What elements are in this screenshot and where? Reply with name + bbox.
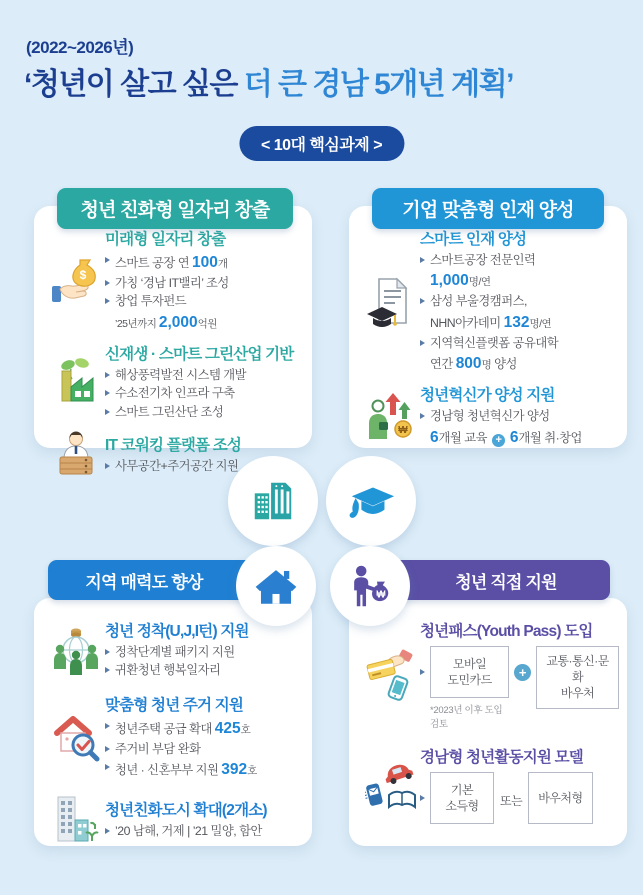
text-segment: 2,000: [158, 313, 198, 331]
svg-text:₩: ₩: [398, 424, 408, 436]
main-title: [24, 59, 634, 103]
bullet-arrow-icon: [420, 257, 425, 263]
text-segment: 명/연: [468, 276, 491, 289]
option-box-line: 바우처형: [538, 790, 583, 805]
hub-person-money-icon: [330, 546, 410, 626]
bullet-item: [105, 404, 304, 421]
bullet-item: [420, 252, 619, 269]
card-section: [47, 227, 304, 335]
bullet-item: [105, 275, 304, 292]
section-title: 스마트 인재 양성: [420, 231, 527, 248]
card-talent-training: [349, 206, 627, 448]
bullet-arrow-icon: [105, 390, 110, 396]
text-segment: 양성: [491, 357, 517, 372]
bullet-item: [420, 335, 619, 352]
activity-icon: [362, 759, 420, 811]
text-segment: 사무공간+주거공간 지원: [115, 458, 239, 473]
text-segment: 개월 취·창업: [518, 430, 582, 445]
section-title: 청년패스(Youth Pass) 도입: [420, 623, 593, 640]
text-segment: 연간: [430, 357, 456, 372]
hub-building-icon: [228, 456, 318, 546]
text-segment: 가칭 ‘경남 IT밸리’ 조성: [115, 276, 229, 290]
bullet-item: [105, 662, 304, 679]
text-segment: 132: [503, 313, 530, 331]
bullet-item: [105, 293, 304, 310]
hub-house-icon: [236, 546, 316, 626]
text-segment: 경남형 청년혁신가 양성: [430, 409, 550, 424]
bullet-arrow-icon: [420, 298, 425, 304]
option-box-line: 도민카드: [447, 673, 492, 687]
card-section: [47, 794, 304, 844]
bullet-item: [105, 385, 304, 402]
card-phone-icon: [362, 649, 420, 701]
card-section: [362, 745, 619, 824]
bullet-continuation: [420, 427, 619, 449]
bullet-arrow-icon: [420, 340, 425, 346]
plan-period: (2022~2026년): [26, 38, 134, 57]
bullet-arrow-icon: [105, 746, 110, 752]
card-title-pill-talent: 기업 맞춤형 인재 양성: [372, 188, 604, 229]
bullet-arrow-icon: [105, 723, 110, 729]
section-title: 청년친화도시 확대(2개소): [105, 801, 267, 819]
text-segment: 정착단계별 패키지 지원: [115, 645, 235, 659]
option-box-line: 기본: [450, 782, 474, 797]
card-title-pill-jobs: 청년 친화형 일자리 창출: [57, 188, 293, 229]
text-segment: 425: [214, 719, 241, 737]
people-globe-icon: [47, 625, 105, 675]
bullet-item: [105, 367, 304, 384]
option-box: [430, 772, 494, 824]
bullet-arrow-icon: [420, 413, 425, 419]
bullet-continuation: [420, 270, 619, 292]
option-box-line: 모바일: [452, 656, 487, 671]
text-segment: 6: [430, 428, 439, 446]
bullet-item: [105, 759, 304, 781]
bullet-item: [105, 718, 304, 740]
bullet-arrow-icon: [105, 463, 110, 469]
bullet-arrow-icon: [105, 764, 110, 770]
bullet-arrow-icon: [105, 828, 110, 834]
option-box: [536, 646, 619, 709]
bullet-arrow-icon: [420, 669, 425, 675]
card-region-attractiveness: [34, 598, 312, 846]
bullet-item: [420, 408, 619, 425]
city-buildings-icon: [47, 794, 105, 844]
plus-circle-icon: +: [492, 434, 505, 447]
text-segment: 해상풍력발전 시스템 개발: [115, 367, 246, 382]
section-title: 맞춤형 청년 주거 지원: [105, 696, 244, 714]
option-box-line: 소득형: [445, 799, 479, 813]
text-segment: 스마트 그린산단 조성: [115, 404, 224, 419]
main-title-blue: 더 큰 경남 5개년 계획’: [243, 68, 513, 101]
house-check-icon: [47, 712, 105, 764]
card-title-pill-region: 지역 매력도 향상: [48, 560, 254, 600]
plus-connector-icon: +: [514, 664, 531, 681]
option-box-line: 교통·통신·문화: [546, 654, 609, 685]
card-section: [47, 619, 304, 681]
text-segment: 개: [217, 258, 228, 270]
bullet-continuation: [105, 312, 304, 334]
card-section: [47, 693, 304, 782]
text-segment: 주거비 부담 완화: [115, 741, 201, 756]
text-segment: 호: [247, 765, 257, 778]
card-section: [362, 619, 619, 730]
text-segment: ’20 남해, 거제 | ’21 밀양, 함안: [115, 823, 262, 838]
option-box: [430, 646, 509, 698]
card-direct-support: [349, 598, 627, 846]
text-segment: 청년주택 공급 확대: [115, 721, 215, 736]
bullet-item: [105, 252, 304, 274]
text-segment: 창업 투자펀드: [115, 294, 187, 309]
bullet-arrow-icon: [105, 409, 110, 415]
person-growth-icon: [362, 391, 420, 443]
section-title: 신재생 · 스마트 그린산업 기반: [105, 345, 294, 363]
section-title: 미래형 일자리 창출: [105, 231, 226, 248]
text-segment: NHN아카데미: [430, 315, 504, 330]
bullet-arrow-icon: [105, 298, 110, 304]
bullet-continuation: [420, 312, 619, 334]
text-segment: 수소전기차 인프라 구축: [115, 386, 235, 401]
text-segment: 스마트공장 전문인력: [430, 253, 536, 267]
bullet-arrow-icon: [105, 649, 110, 655]
text-segment: 명/연: [529, 317, 552, 330]
bullet-arrow-icon: [105, 280, 110, 286]
text-segment: 삼성 부울경캠퍼스,: [430, 294, 527, 309]
card-section: [362, 383, 619, 449]
office-desk-icon: [47, 429, 105, 479]
option-diagram: [420, 646, 619, 730]
money-bag-icon: [47, 256, 105, 306]
text-segment: 100: [192, 254, 218, 271]
or-connector-label: 또는: [500, 794, 523, 808]
svg-text:₩: ₩: [376, 589, 386, 601]
text-segment: 귀환청년 행복일자리: [115, 663, 221, 678]
option-box-line: 바우처: [560, 686, 595, 701]
option-box: [528, 772, 592, 824]
core-tasks-badge: < 10대 핵심과제 >: [239, 126, 404, 161]
text-segment: 스마트 공장 연: [115, 256, 193, 270]
text-segment: 6: [509, 428, 519, 446]
card-youth-jobs: [34, 206, 312, 473]
text-segment: 억원: [197, 317, 217, 330]
bullet-item: [105, 823, 304, 840]
main-title-navy: ‘청년이 살고 싶은: [24, 68, 244, 101]
text-segment: 800: [455, 355, 482, 373]
option-diagram: [420, 772, 619, 824]
document-gradcap-icon: [362, 276, 420, 328]
text-segment: 지역혁신플랫폼 공유대학: [430, 335, 559, 350]
bullet-item: [105, 741, 304, 758]
text-segment: ’25년까지: [115, 317, 159, 330]
section-title: IT 코워킹 플랫폼 조성: [105, 436, 242, 454]
text-segment: 청년 · 신혼부부 지원: [115, 763, 222, 778]
text-segment: 392: [221, 761, 248, 779]
bullet-arrow-icon: [105, 667, 110, 673]
footnote: *2023년 이후 도입 검토: [430, 705, 503, 730]
text-segment: 명: [481, 359, 492, 372]
section-title: 청년혁신가 양성 지원: [420, 387, 555, 405]
section-title: 경남형 청년활동지원 모델: [420, 749, 583, 766]
card-title-pill-direct: 청년 직접 지원: [340, 560, 610, 600]
bullet-item: [105, 644, 304, 661]
svg-text:$: $: [79, 267, 87, 282]
bullet-item: [420, 293, 619, 310]
text-segment: 1,000: [430, 272, 469, 290]
card-section: [362, 227, 619, 376]
text-segment: 호: [240, 723, 251, 736]
bullet-arrow-icon: [420, 795, 425, 801]
hub-graduation-cap-icon: [326, 456, 416, 546]
text-segment: 개월 교육: [438, 430, 490, 445]
bullet-arrow-icon: [105, 257, 110, 263]
card-section: [47, 342, 304, 422]
bullet-arrow-icon: [105, 372, 110, 378]
section-title: 청년 정착(U,J,I턴) 지원: [105, 623, 249, 640]
bullet-continuation: [420, 353, 619, 375]
green-factory-icon: [47, 357, 105, 407]
